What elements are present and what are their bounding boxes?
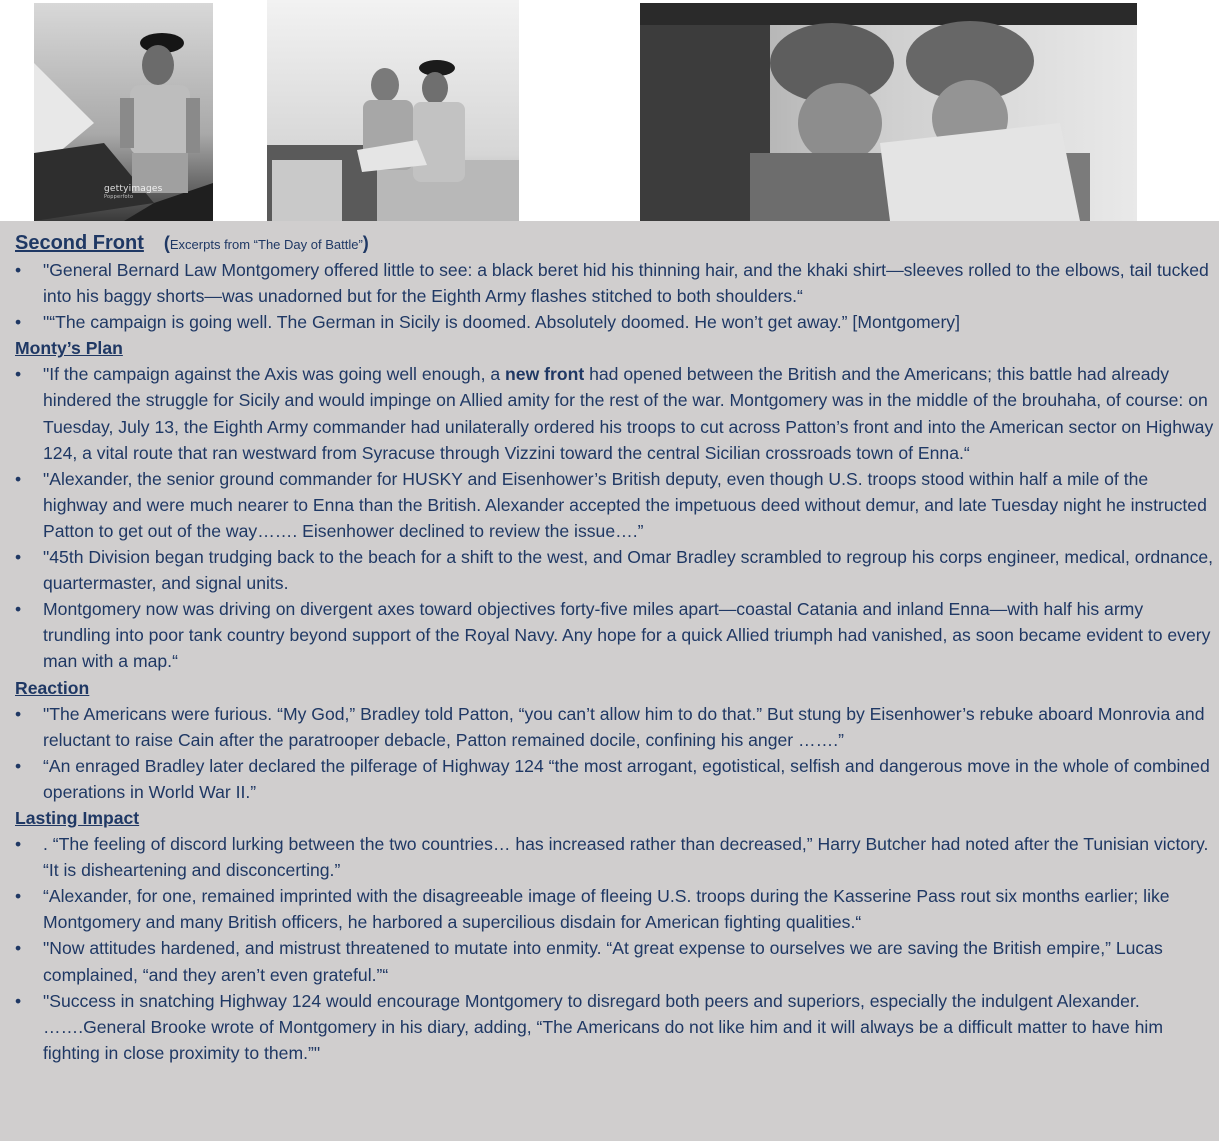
list-item: • Montgomery now was driving on divergent axes toward objectives forty-five miles apart—coastal Catania and inland Enna—with half his army trundling into poor tank country beyond support of the Royal Navy. Any hope for a quick Allied triumph had vanished, as soon became evident to every man with a map.“ (15, 596, 1215, 674)
heading-montys-plan: Monty’s Plan (15, 338, 123, 359)
page-title: Second Front (15, 232, 144, 254)
list-item: • "The Americans were furious. “My God,” Bradley told Patton, “you can’t allow him to do that.” But stung by Eisenhower’s rebuke aboard Monrovia and reluctant to raise Cain after the paratrooper debacle, Patton remained docile, confining his anger …….” (15, 701, 1215, 753)
list-item: • "Success in snatching Highway 124 would encourage Montgomery to disregard both peers and superiors, especially the indulgent Alexander. …….General Brooke wrote of Montgomery in his diary, adding, “The Americans do not like him and it will always be a difficult matter to have him fighting in close proximity to them.”" (15, 988, 1215, 1066)
lasting-impact-list (15, 831, 1215, 1066)
list-item: • "Now attitudes hardened, and mistrust threatened to mutate into enmity. “At great expense to ourselves we are saving the British empire,” Lucas complained, “and they aren’t even grateful.”“ (15, 935, 1215, 987)
item-text-before: "If the campaign against the Axis was going well enough, a (43, 364, 506, 385)
watermark-credit: Popperfoto (104, 194, 134, 200)
list-item: • "General Bernard Law Montgomery offered little to see: a black beret hid his thinning hair, and the khaki shirt—sleeves rolled to the elbows, tail tucked into his baggy shorts—was unadorned but for the Eighth Army flashes stitched to both shoulders.“ (15, 257, 1215, 309)
list-item: • “Alexander, for one, remained imprinted with the disagreeable image of fleeing U.S. troops during the Kasserine Pass rout six months earlier; like Montgomery and many British officers, he harbored a supercilious disdain for American fighting qualities.“ (15, 883, 1215, 935)
photo-montgomery-beret (34, 3, 213, 221)
item-text-after: had opened between the British and the Americans; this battle had already hindered the struggle for Sicily and would impinge on Allied amity for the rest of the war. Montgomery was in the middle of the brouhaha, of course: on Tuesday, July 13, the Eighth Army commander had unilaterally ordered his troops to cut across Patton’s front and into the American sector on Highway 124, a vital route that ran westward from Syracuse through Vizzini toward the central Sicilian crossroads town of Enna.“ (43, 364, 1214, 463)
title-row (15, 230, 1215, 257)
excerpt-content (15, 230, 1215, 1066)
heading-reaction: Reaction (15, 677, 90, 698)
getty-watermark (104, 184, 163, 200)
photo-officers-map (267, 0, 519, 221)
list-item: • . “The feeling of discord lurking between the two countries… has increased rather than decreased,” Harry Butcher had noted after the Tunisian victory. “It is disheartening and disconcerting.” (15, 831, 1215, 883)
list-item: • "Alexander, the senior ground commander for HUSKY and Eisenhower’s British deputy, even though U.S. troops stood within half a mile of the highway and were much nearer to Enna than the British. Alexander accepted the impetuous deed without demur, and late Tuesday night he instructed Patton to get out of the way……. Eisenhower declined to review the issue….” (15, 466, 1215, 544)
photo-strip (0, 0, 1222, 221)
new-front-emphasis: new front (505, 364, 585, 385)
intro-list (15, 257, 1215, 335)
photo-generals-helmets (640, 3, 1137, 221)
montys-plan-list (15, 361, 1215, 674)
list-item: • "“The campaign is going well. The German in Sicily is doomed. Absolutely doomed. He won’t get away.” [Montgomery] (15, 309, 1215, 335)
list-item: • "45th Division began trudging back to the beach for a shift to the west, and Omar Bradley scrambled to regroup his corps engineer, medical, ordnance, quartermaster, and signal units. (15, 544, 1215, 596)
watermark-brand: gettyimages (104, 184, 163, 194)
text-panel (0, 221, 1219, 1141)
list-item: • “An enraged Bradley later declared the pilferage of Highway 124 “the most arrogant, egotistical, selfish and dangerous move in the whole of combined operations in World War II.” (15, 753, 1215, 805)
page-subtitle: Excerpts from “The Day of Battle” (169, 237, 363, 252)
subtitle-paren-close: ) (362, 233, 369, 253)
reaction-list (15, 701, 1215, 805)
heading-lasting-impact: Lasting Impact (15, 807, 140, 828)
subtitle-paren-open: ( (163, 233, 170, 253)
list-item (15, 361, 1215, 465)
